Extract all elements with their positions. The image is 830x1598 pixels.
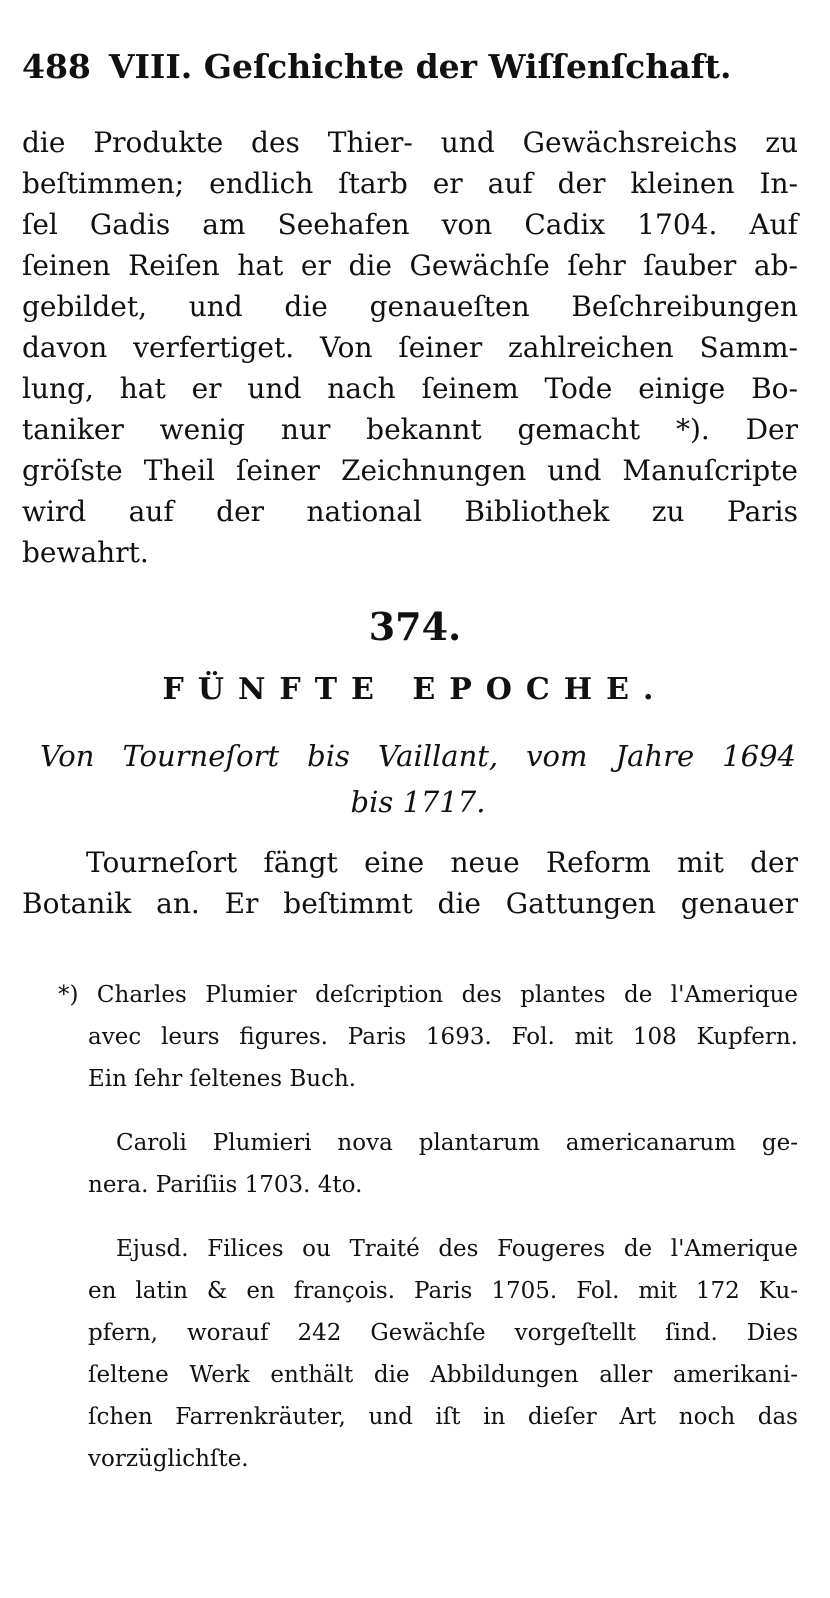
section-number: 374. [368,604,462,649]
footnote [58,1122,798,1206]
footnote-line: Caroli Plumieri nova plantarum americanarum ge- [116,1130,798,1156]
text-line: Tourneſort fängt eine neue Reform mit der [86,846,798,879]
footnote [58,974,798,1100]
section-subtitle [40,733,796,825]
text-line: die Produkte des Thier- und Gewächsreichs zu [22,126,798,159]
footnotes [58,974,798,1502]
section-heading: FÜNFTE EPOCHE. [162,672,668,707]
subtitle-line: Von Tourneſort bis Vaillant, vom Jahre 1694 [40,739,796,773]
text-line: beſtimmen; endlich ſtarb er auf der kleinen In- [22,167,798,200]
text-line: taniker wenig nur bekannt gemacht *). Der [22,413,798,446]
footnote-line: Ejusd. Filices ou Traité des Fougeres de l'Amerique [116,1236,798,1262]
page-header [22,44,812,90]
text-line: ſel Gadis am Seehafen von Cadix 1704. Auf [22,208,798,241]
section-intro-paragraph [22,842,798,924]
footnote-line: en latin & en françois. Paris 1705. Fol. mit 172 Ku- [88,1278,798,1304]
footnote-line: vorzüglichſte. [88,1446,249,1472]
footnote-line: *) Charles Plumier deſcription des plantes de l'Amerique [58,982,798,1008]
text-line: wird auf der national Bibliothek zu Paris [22,495,798,528]
text-line: gebildet, und die genaueſten Beſchreibungen [22,290,798,323]
footnote-line: nera. Pariſiis 1703. 4to. [88,1172,363,1198]
subtitle-line: bis 1717. [350,785,486,819]
text-line: gröſste Theil ſeiner Zeichnungen und Manuſcripte [22,454,798,487]
footnote-line: ſeltene Werk enthält die Abbildungen aller amerikani- [88,1362,798,1388]
footnote-line: avec leurs figures. Paris 1693. Fol. mit 108 Kupfern. [88,1024,798,1050]
text-line: bewahrt. [22,536,149,569]
footnote-line: ſchen Farrenkräuter, und iſt in dieſer Art noch das [88,1404,798,1430]
text-line: lung, hat er und nach ſeinem Tode einige Bo- [22,372,798,405]
footnote-line: Ein ſehr ſeltenes Buch. [88,1066,357,1092]
text-line: davon verfertiget. Von ſeiner zahlreichen Samm- [22,331,798,364]
paragraph-continuation [22,122,798,573]
footnote [58,1228,798,1480]
running-title: VIII. Geſchichte der Wiſſenſchaft. [108,47,732,86]
text-line: ſeinen Reiſen hat er die Gewächſe ſehr ſauber ab- [22,249,798,282]
text-line: Botanik an. Er beſtimmt die Gattungen genauer [22,887,798,920]
page-number: 488 [22,47,91,86]
footnote-line: pfern, worauf 242 Gewächſe vorgeſtellt ſind. Dies [88,1320,798,1346]
